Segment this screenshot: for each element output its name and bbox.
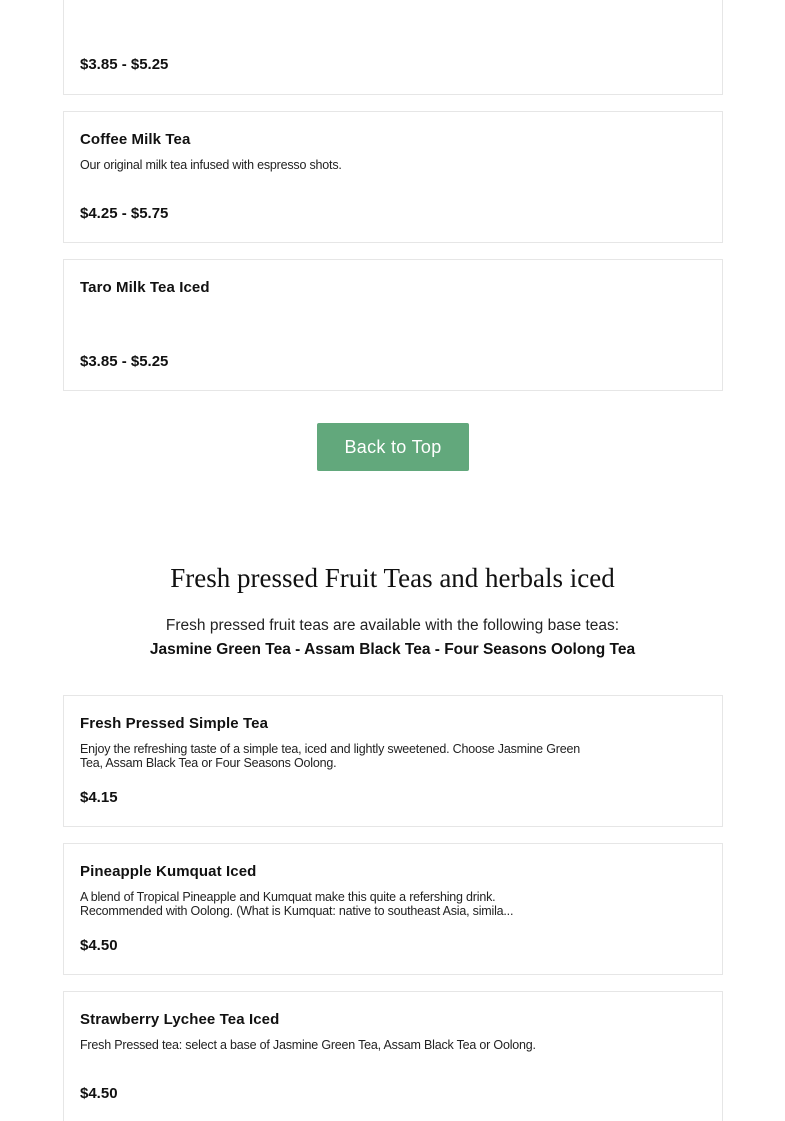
menu-item-price: $3.85 - $5.25 xyxy=(80,56,169,73)
menu-item-card[interactable] xyxy=(63,111,723,243)
menu-item-name: Fresh Pressed Simple Tea xyxy=(80,715,269,732)
menu-item-description: Enjoy the refreshing taste of a simple tea, iced and lightly sweetened. Choose Jasmine Green Tea, Assam Black Tea or Four Seasons Oolong. xyxy=(80,742,580,770)
section-subtitle: Fresh pressed fruit teas are available with the following base teas: xyxy=(165,617,620,634)
menu-item-name: Coffee Milk Tea xyxy=(80,131,191,148)
menu-item-card[interactable] xyxy=(63,843,723,975)
menu-item-price: $3.85 - $5.25 xyxy=(80,353,169,370)
menu-item-card[interactable] xyxy=(63,0,723,95)
menu-item-description: Fresh Pressed tea: select a base of Jasmine Green Tea, Assam Black Tea or Oolong. xyxy=(80,1038,536,1052)
menu-item-description: A blend of Tropical Pineapple and Kumquat make this quite a refershing drink. Recommended with Oolong. (What is Kumquat: native to southeast Asia, simila... xyxy=(80,890,514,918)
section-base-teas: Jasmine Green Tea - Assam Black Tea - Four Seasons Oolong Tea xyxy=(149,641,636,658)
menu-item-price: $4.25 - $5.75 xyxy=(80,205,169,222)
menu-item-name: Strawberry Lychee Tea Iced xyxy=(80,1011,280,1028)
menu-item-name: Taro Milk Tea Iced xyxy=(80,279,210,296)
menu-item-description: Our original milk tea infused with espresso shots. xyxy=(80,158,342,172)
menu-item-name: Pineapple Kumquat Iced xyxy=(80,863,257,880)
menu-item-card[interactable] xyxy=(63,259,723,391)
back-to-top-button[interactable]: Back to Top xyxy=(317,423,469,471)
menu-item-price: $4.15 xyxy=(80,789,118,806)
menu-item-card[interactable] xyxy=(63,695,723,827)
menu-item-card[interactable] xyxy=(63,991,723,1121)
menu-item-price: $4.50 xyxy=(80,937,118,954)
menu-item-price: $4.50 xyxy=(80,1085,118,1102)
section-title: Fresh pressed Fruit Teas and herbals iced xyxy=(170,563,615,593)
